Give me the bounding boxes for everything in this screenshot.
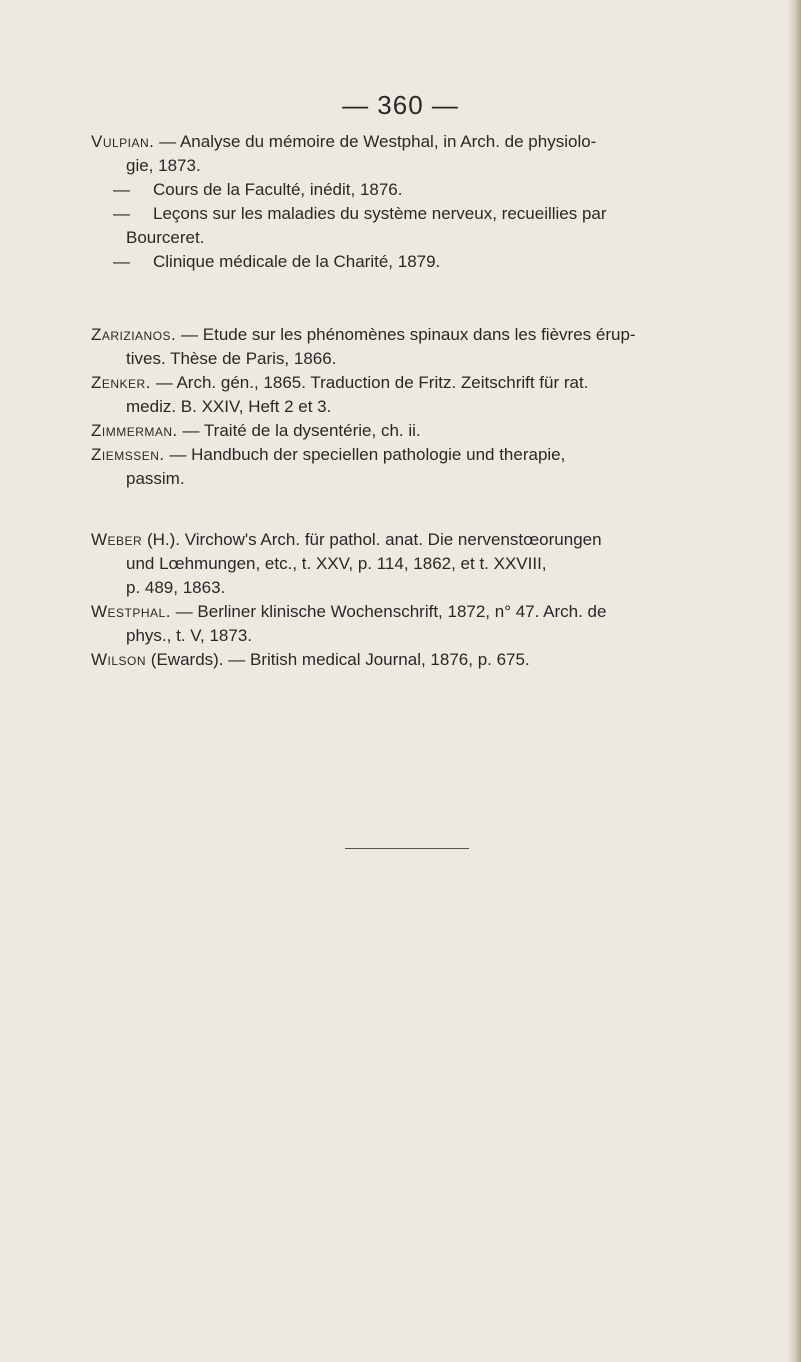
entry-text: — Handbuch der speciellen pathologie und therapie,: [169, 445, 566, 464]
entry-line: [91, 323, 731, 347]
bibliography-entry-vulpian: [91, 130, 731, 274]
author-name: Westphal.: [91, 602, 171, 621]
author-name: Ziemssen.: [91, 445, 165, 464]
entry-line: [91, 528, 731, 552]
author-name: Vulpian.: [91, 132, 155, 151]
bibliography-entry-westphal: [91, 600, 731, 648]
author-name: Weber: [91, 530, 143, 549]
entry-line: p. 489, 1863.: [126, 578, 226, 597]
entry-line: passim.: [126, 469, 185, 488]
entry-line: [91, 443, 731, 467]
bibliography-entry-wilson: [91, 648, 731, 672]
entry-text: — Analyse du mémoire de Westphal, in Arch. de physiolo-: [159, 132, 597, 151]
entry-line: [91, 600, 731, 624]
end-rule: [345, 848, 469, 849]
entry-line: [91, 419, 731, 443]
entry-line: [91, 648, 731, 672]
entry-line: Bourceret.: [126, 228, 205, 247]
page-number: — 360 —: [342, 90, 459, 120]
author-name: Wilson: [91, 650, 147, 669]
entry-line: tives. Thèse de Paris, 1866.: [126, 349, 337, 368]
entry-line: phys., t. V, 1873.: [126, 626, 253, 645]
entry-text: Cours de la Faculté, inédit, 1876.: [153, 180, 403, 199]
entry-text: Leçons sur les maladies du système nerveux, recueillies par: [153, 204, 607, 223]
bibliography-entry-zarizianos: [91, 323, 731, 371]
entry-line: [91, 178, 731, 202]
entry-line: [91, 371, 731, 395]
entry-text: — Etude sur les phénomènes spinaux dans les fièvres érup-: [181, 325, 636, 344]
ditto-dash: —: [113, 252, 130, 271]
ditto-dash: —: [113, 204, 130, 223]
entry-text: — Arch. gén., 1865. Traduction de Fritz. Zeitschrift für rat.: [155, 373, 589, 392]
author-name: Zimmerman.: [91, 421, 178, 440]
ditto-dash: —: [113, 180, 130, 199]
entry-line: gie, 1873.: [126, 156, 201, 175]
bibliography-entry-weber: [91, 528, 731, 600]
entry-text: Clinique médicale de la Charité, 1879.: [153, 252, 441, 271]
entry-line: [91, 250, 731, 274]
page-edge-shadow: [787, 0, 801, 1362]
bibliography-entry-zimmerman: [91, 419, 731, 443]
author-name: Zarizianos.: [91, 325, 177, 344]
bibliography-entry-ziemssen: [91, 443, 731, 491]
entry-text: (Ewards). — British medical Journal, 1876, p. 675.: [150, 650, 530, 669]
entry-text: — Berliner klinische Wochenschrift, 1872, n° 47. Arch. de: [175, 602, 607, 621]
entry-line: und Lœhmungen, etc., t. XXV, p. 114, 1862, et t. XXVIII,: [126, 554, 547, 573]
author-name: Zenker.: [91, 373, 151, 392]
bibliography-entry-zenker: [91, 371, 731, 419]
entry-line: mediz. B. XXIV, Heft 2 et 3.: [126, 397, 332, 416]
entry-text: — Traité de la dysentérie, ch. ii.: [182, 421, 421, 440]
entry-line: [91, 202, 731, 226]
entry-text: (H.). Virchow's Arch. für pathol. anat. Die nervenstœorungen: [146, 530, 602, 549]
entry-line: [91, 130, 731, 154]
